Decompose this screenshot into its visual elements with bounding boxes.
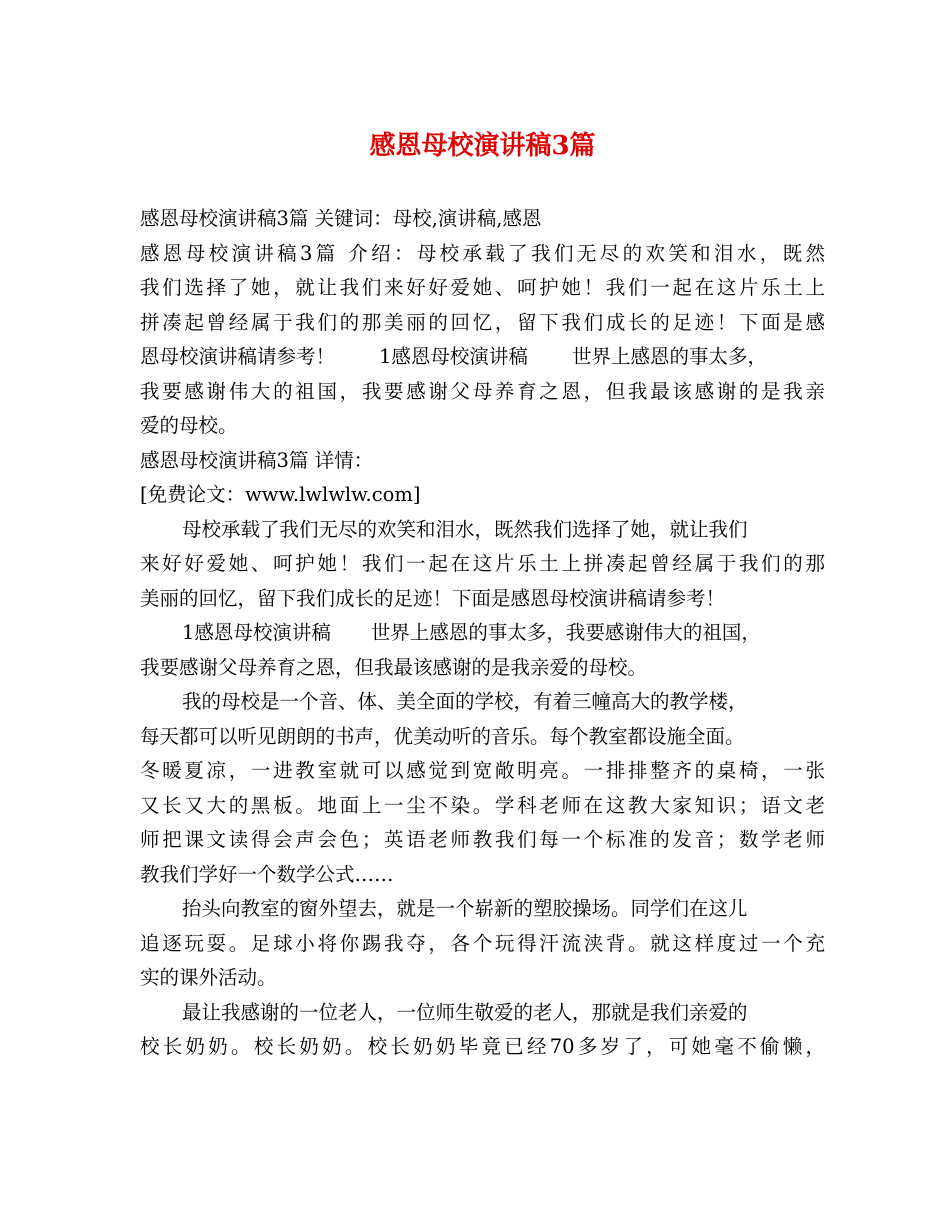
paragraph-line: 每天都可以听见朗朗的书声，优美动听的音乐。每个教室都设施全面。 <box>140 724 745 748</box>
intro-segment: 1感恩母校演讲稿 <box>379 345 528 368</box>
intro-line: 感恩母校演讲稿3篇 介绍：母校承载了我们无尽的欢笑和泪水，既然 <box>140 241 825 265</box>
paragraph-segment: 1感恩母校演讲稿 <box>182 621 331 644</box>
paragraph-line: 冬暖夏凉，一进教室就可以感觉到宽敞明亮。一排排整齐的桌椅，一张 <box>140 759 825 782</box>
document-body <box>140 202 825 1065</box>
paragraph-line: 实的课外活动。 <box>140 966 277 989</box>
paragraph-line: 最让我感谢的一位老人，一位师生敬爱的老人，那就是我们亲爱的 <box>182 1000 748 1024</box>
paragraph-line: 教我们学好一个数学公式…… <box>140 862 394 886</box>
paragraph-line: 追逐玩耍。足球小将你踢我夺，各个玩得汗流浃背。就这样度过一个充 <box>140 931 825 955</box>
keywords-line: 感恩母校演讲稿3篇 关键词：母校,演讲稿,感恩 <box>140 207 542 230</box>
paragraph-line: 师把课文读得会声会色；英语老师教我们每一个标准的发音；数学老师 <box>140 828 825 851</box>
intro-line: 爱的母校。 <box>140 414 238 437</box>
paragraph-line: 来好好爱她、呵护她！我们一起在这片乐土上拼凑起曾经属于我们的那 <box>140 552 825 575</box>
intro-segment: 恩母校演讲稿请参考！ <box>140 345 336 368</box>
intro-line <box>140 340 825 375</box>
intro-line: 我要感谢伟大的祖国，我要感谢父母养育之恩，但我最该感谢的是我亲 <box>140 379 825 403</box>
intro-line: 拼凑起曾经属于我们的那美丽的回忆，留下我们成长的足迹！下面是感 <box>140 310 825 334</box>
paragraph-segment: 世界上感恩的事太多，我要感谢伟大的祖国， <box>370 621 761 644</box>
paragraph-line <box>140 616 825 651</box>
intro-segment: 世界上感恩的事太多， <box>571 345 767 368</box>
intro-line: 我们选择了她，就让我们来好好爱她、呵护她！我们一起在这片乐土上 <box>140 276 825 299</box>
document-title: 感恩母校演讲稿3篇 <box>369 131 596 161</box>
paragraph-line: 抬头向教室的窗外望去，就是一个崭新的塑胶操场。同学们在这儿 <box>182 897 748 920</box>
paragraph-line: 我要感谢父母养育之恩，但我最该感谢的是我亲爱的母校。 <box>140 655 648 679</box>
paragraph-line: 美丽的回忆，留下我们成长的足迹！下面是感恩母校演讲稿请参考！ <box>140 586 726 610</box>
paragraph-line: 校长奶奶。校长奶奶。校长奶奶毕竟已经70多岁了，可她毫不偷懒， <box>140 1035 825 1058</box>
paragraph-line: 我的母校是一个音、体、美全面的学校，有着三幢高大的教学楼， <box>182 690 748 713</box>
paragraph-line: 母校承载了我们无尽的欢笑和泪水，既然我们选择了她，就让我们 <box>182 517 748 541</box>
details-heading: 感恩母校演讲稿3篇 详情： <box>140 448 374 472</box>
paragraph-line: 又长又大的黑板。地面上一尘不染。学科老师在这教大家知识；语文老 <box>140 793 825 817</box>
source-link: [免费论文：www.lwlwlw.com] <box>140 483 421 506</box>
